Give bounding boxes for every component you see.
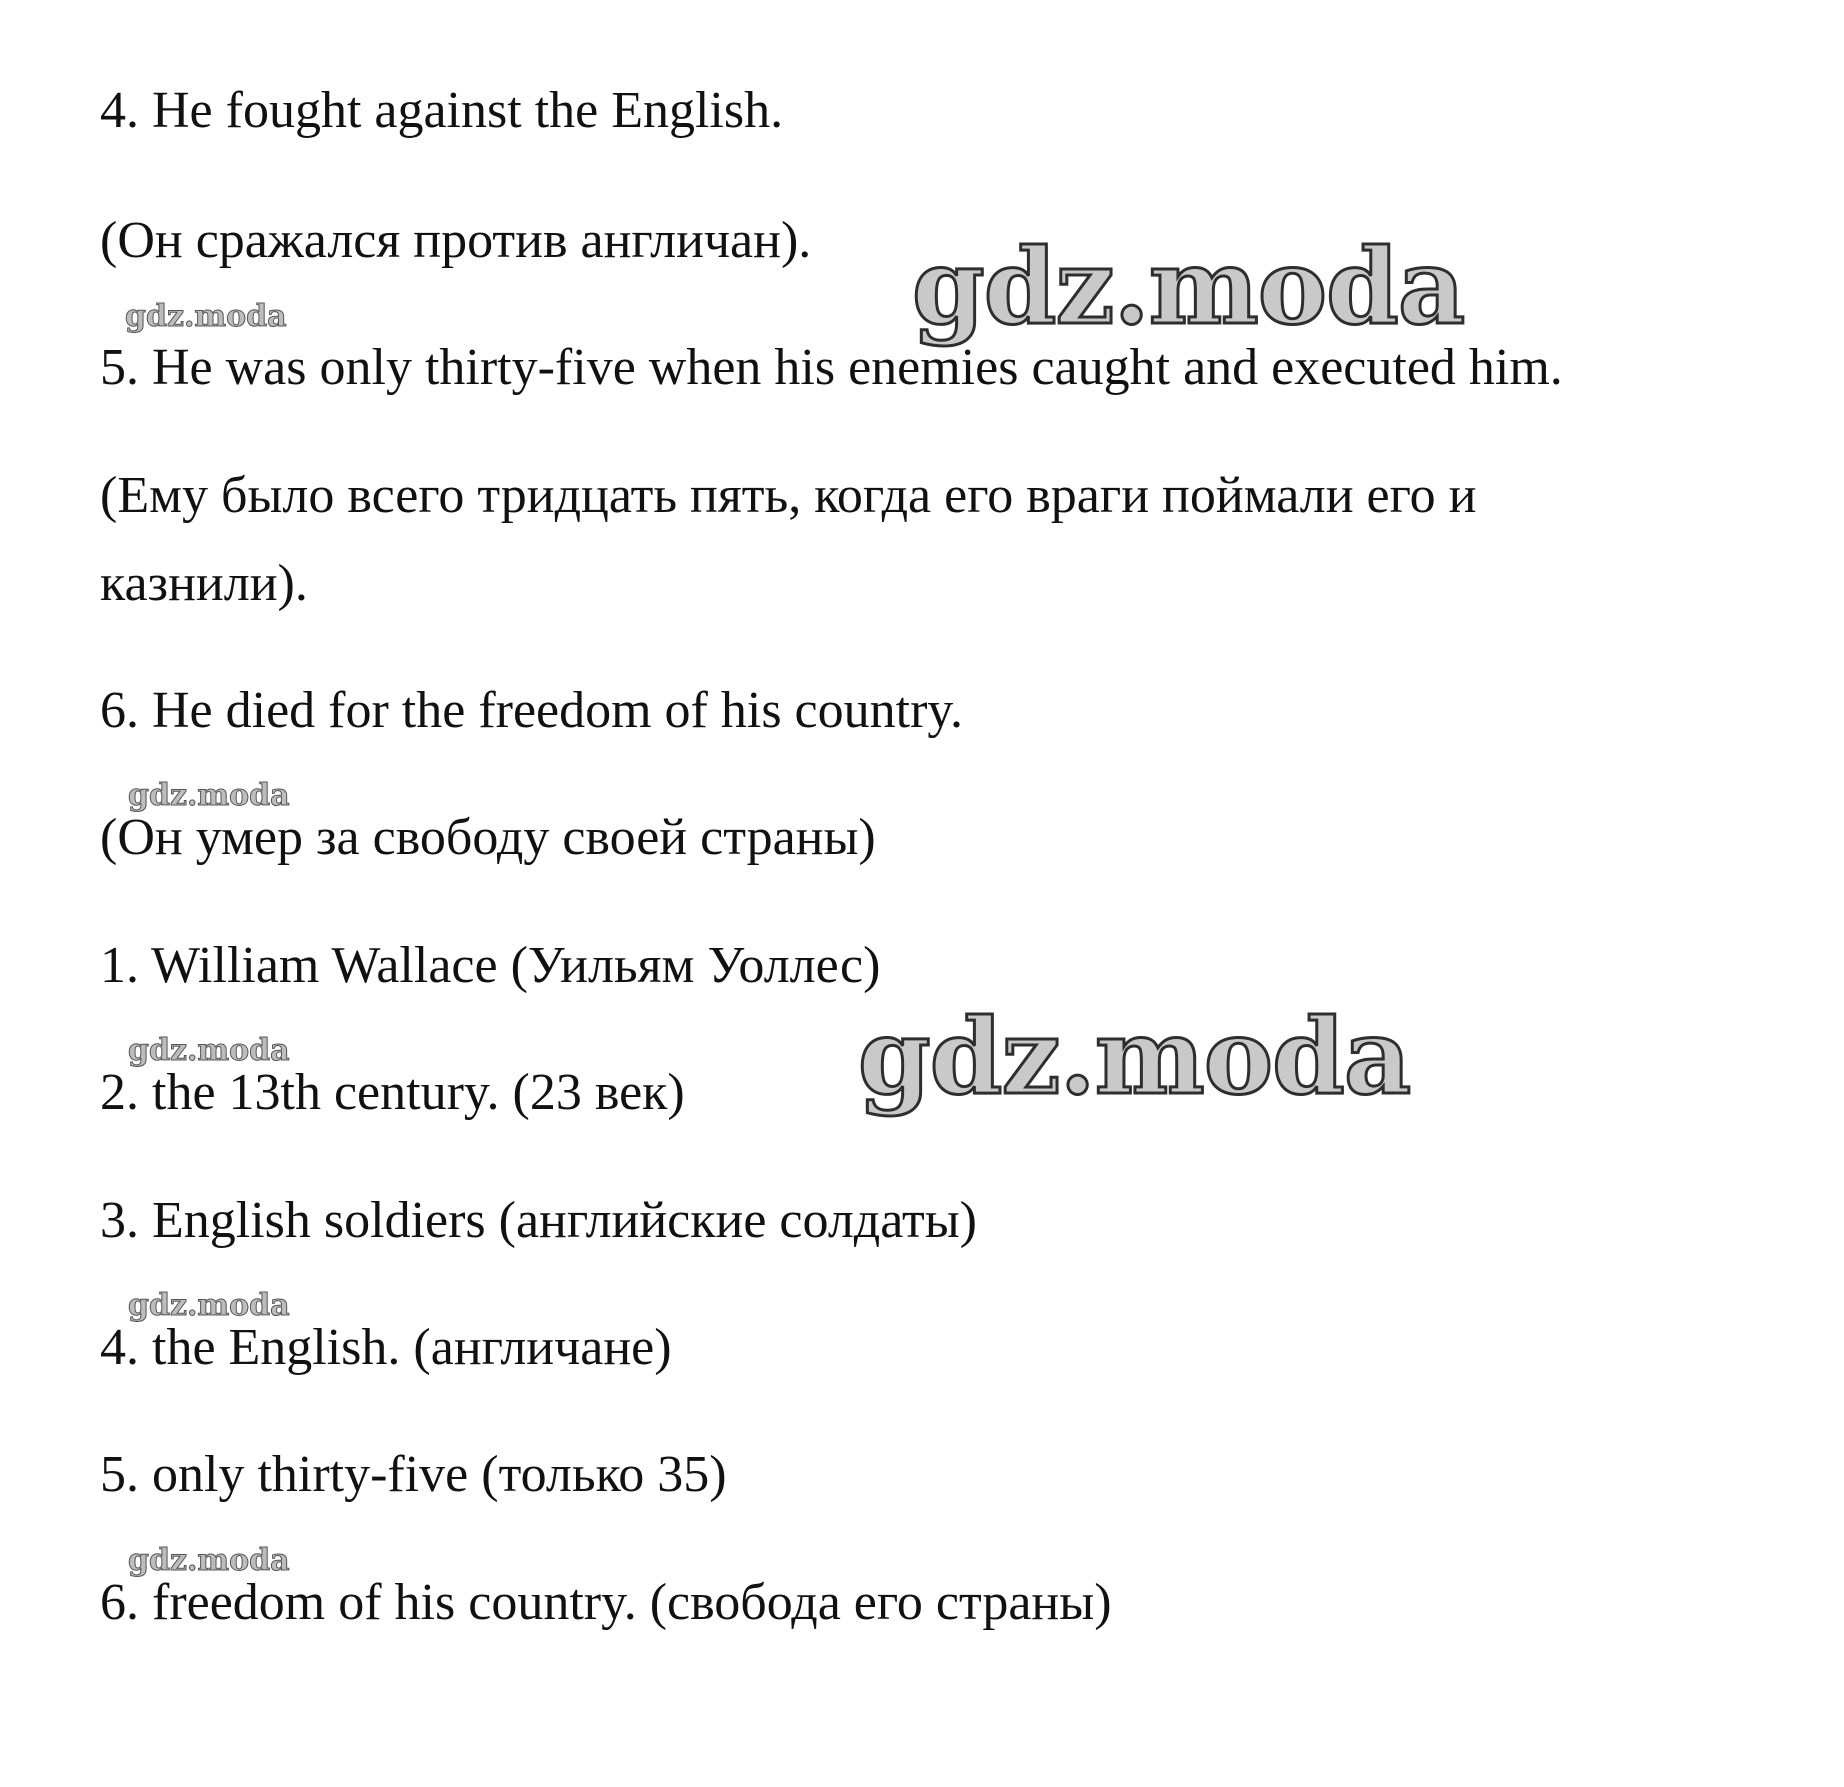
watermark-small: gdz.moda xyxy=(128,1033,290,1068)
answer-line-6-ru: (Он умер за свободу своей страны) xyxy=(100,809,876,866)
answer-line-4-en: 4. He fought against the English. xyxy=(100,82,784,139)
answer-line-5-ru: (Ему было всего тридцать пять, когда его враги поймали его и xyxy=(100,467,1477,524)
short-answer-5: 5. only thirty-five (только 35) xyxy=(100,1446,727,1503)
watermark-small: gdz.moda xyxy=(128,1543,290,1578)
watermark-large: gdz.moda xyxy=(912,225,1465,348)
watermark-large: gdz.moda xyxy=(858,995,1411,1118)
watermark-small: gdz.moda xyxy=(128,1288,290,1323)
answer-line-6-en: 6. He died for the freedom of his country. xyxy=(100,682,964,739)
short-answer-1: 1. William Wallace (Уильям Уоллес) xyxy=(100,937,881,994)
answer-line-5-en: 5. He was only thirty-five when his enemies caught and executed him. xyxy=(100,339,1563,396)
watermark-small: gdz.moda xyxy=(128,778,290,813)
watermark-small: gdz.moda xyxy=(125,299,287,334)
short-answer-2: 2. the 13th century. (23 век) xyxy=(100,1064,685,1121)
short-answer-6: 6. freedom of his country. (свобода его страны) xyxy=(100,1574,1112,1631)
answer-line-5-ru-cont: казнили). xyxy=(100,555,308,612)
short-answer-4: 4. the English. (англичане) xyxy=(100,1319,672,1376)
answer-line-4-ru: (Он сражался против англичан). xyxy=(100,212,812,269)
short-answer-3: 3. English soldiers (английские солдаты) xyxy=(100,1192,977,1249)
